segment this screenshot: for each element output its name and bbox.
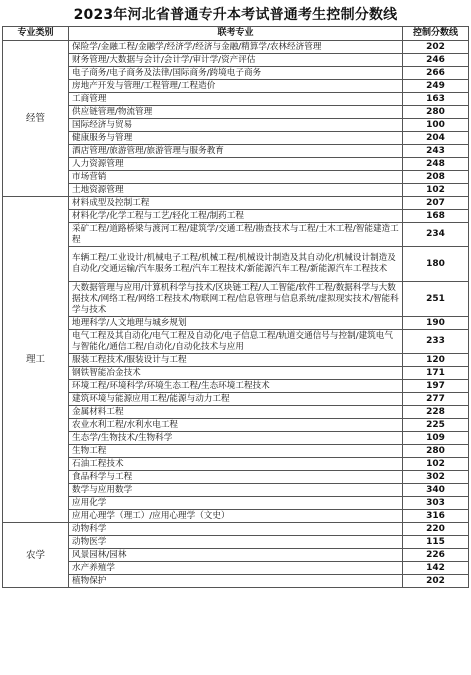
table-row <box>3 458 469 471</box>
table-row <box>3 171 469 184</box>
table-row <box>3 93 469 106</box>
major-cell: 食品科学与工程 <box>69 471 403 484</box>
major-cell: 环境工程/环境科学/环境生态工程/生态环境工程技术 <box>69 380 403 393</box>
table-row <box>3 330 469 354</box>
score-cell: 102 <box>403 458 469 471</box>
score-cell: 340 <box>403 484 469 497</box>
major-cell: 人力资源管理 <box>69 158 403 171</box>
table-row <box>3 549 469 562</box>
score-cell: 266 <box>403 67 469 80</box>
table-row <box>3 145 469 158</box>
score-cell: 102 <box>403 184 469 197</box>
major-cell: 健康服务与管理 <box>69 132 403 145</box>
score-cell: 280 <box>403 445 469 458</box>
table-row <box>3 80 469 93</box>
score-cell: 171 <box>403 367 469 380</box>
table-row <box>3 523 469 536</box>
major-cell: 国际经济与贸易 <box>69 119 403 132</box>
score-cell: 208 <box>403 171 469 184</box>
table-row <box>3 445 469 458</box>
major-cell: 动物医学 <box>69 536 403 549</box>
major-cell: 市场营销 <box>69 171 403 184</box>
major-cell: 水产养殖学 <box>69 562 403 575</box>
major-cell: 房地产开发与管理/工程管理/工程造价 <box>69 80 403 93</box>
table-row <box>3 106 469 119</box>
table-row <box>3 510 469 523</box>
table-header-row <box>3 27 469 41</box>
major-cell: 石油工程技术 <box>69 458 403 471</box>
score-cell: 234 <box>403 223 469 247</box>
score-cell: 225 <box>403 419 469 432</box>
major-cell: 应用化学 <box>69 497 403 510</box>
major-cell: 动物科学 <box>69 523 403 536</box>
table-row <box>3 132 469 145</box>
category-cell: 农学 <box>3 523 69 588</box>
score-cell: 100 <box>403 119 469 132</box>
score-cell: 233 <box>403 330 469 354</box>
score-cell: 142 <box>403 562 469 575</box>
table-row <box>3 367 469 380</box>
major-cell: 土地资源管理 <box>69 184 403 197</box>
major-cell: 生物工程 <box>69 445 403 458</box>
score-cell: 202 <box>403 41 469 54</box>
table-row <box>3 184 469 197</box>
major-cell: 财务管理/大数据与会计/会计学/审计学/资产评估 <box>69 54 403 67</box>
table-row <box>3 197 469 210</box>
score-cell: 251 <box>403 282 469 317</box>
score-cell: 226 <box>403 549 469 562</box>
table-row <box>3 54 469 67</box>
major-cell: 电气工程及其自动化/电气工程及自动化/电子信息工程/轨道交通信号与控制/建筑电气与智能化/通信工程/自动化/自动化技术与应用 <box>69 330 403 354</box>
table-row <box>3 223 469 247</box>
score-cell: 168 <box>403 210 469 223</box>
major-cell: 应用心理学（理工）/应用心理学（文史） <box>69 510 403 523</box>
table-row <box>3 536 469 549</box>
table-row <box>3 210 469 223</box>
score-cell: 248 <box>403 158 469 171</box>
category-cell: 理工 <box>3 197 69 523</box>
table-row <box>3 317 469 330</box>
score-cell: 115 <box>403 536 469 549</box>
score-cell: 302 <box>403 471 469 484</box>
score-cell: 207 <box>403 197 469 210</box>
score-cell: 190 <box>403 317 469 330</box>
table-row <box>3 575 469 588</box>
table-row <box>3 471 469 484</box>
major-cell: 大数据管理与应用/计算机科学与技术/区块链工程/人工智能/软件工程/数据科学与大数据技术/网络工程/网络工程技术/物联网工程/信息管理与信息系统/虚拟现实技术/智能科学与技术 <box>69 282 403 317</box>
table-row <box>3 354 469 367</box>
score-cell: 228 <box>403 406 469 419</box>
table-row <box>3 41 469 54</box>
table-row <box>3 282 469 317</box>
table-row <box>3 393 469 406</box>
table-row <box>3 562 469 575</box>
score-cell: 303 <box>403 497 469 510</box>
major-cell: 供应链管理/物流管理 <box>69 106 403 119</box>
table-row <box>3 419 469 432</box>
table-row <box>3 158 469 171</box>
table-body <box>3 41 469 588</box>
major-cell: 风景园林/园林 <box>69 549 403 562</box>
score-cell: 280 <box>403 106 469 119</box>
major-cell: 工商管理 <box>69 93 403 106</box>
header-category: 专业类别 <box>3 27 69 41</box>
major-cell: 服装工程技术/服装设计与工程 <box>69 354 403 367</box>
major-cell: 地理科学/人文地理与城乡规划 <box>69 317 403 330</box>
major-cell: 电子商务/电子商务及法律/国际商务/跨境电子商务 <box>69 67 403 80</box>
score-cell: 120 <box>403 354 469 367</box>
score-cell: 204 <box>403 132 469 145</box>
major-cell: 钢铁智能冶金技术 <box>69 367 403 380</box>
major-cell: 采矿工程/道路桥梁与渡河工程/建筑学/交通工程/勘查技术与工程/土木工程/智能建造工程 <box>69 223 403 247</box>
page-title: 2023年河北省普通专升本考试普通考生控制分数线 <box>73 7 398 23</box>
table-row <box>3 432 469 445</box>
major-cell: 材料化学/化学工程与工艺/轻化工程/制药工程 <box>69 210 403 223</box>
header-major: 联考专业 <box>69 27 403 41</box>
table-row <box>3 380 469 393</box>
score-cell: 316 <box>403 510 469 523</box>
major-cell: 植物保护 <box>69 575 403 588</box>
score-cell: 277 <box>403 393 469 406</box>
score-cell: 163 <box>403 93 469 106</box>
header-score: 控制分数线 <box>403 27 469 41</box>
score-cell: 249 <box>403 80 469 93</box>
major-cell: 保险学/金融工程/金融学/经济学/经济与金融/精算学/农林经济管理 <box>69 41 403 54</box>
score-cell: 243 <box>403 145 469 158</box>
table-row <box>3 406 469 419</box>
score-cell: 202 <box>403 575 469 588</box>
category-cell: 经管 <box>3 41 69 197</box>
table-row <box>3 119 469 132</box>
score-cell: 220 <box>403 523 469 536</box>
score-cell: 246 <box>403 54 469 67</box>
major-cell: 数学与应用数学 <box>69 484 403 497</box>
score-cell: 109 <box>403 432 469 445</box>
major-cell: 金属材料工程 <box>69 406 403 419</box>
major-cell: 建筑环境与能源应用工程/能源与动力工程 <box>69 393 403 406</box>
major-cell: 农业水利工程/水利水电工程 <box>69 419 403 432</box>
score-cell: 197 <box>403 380 469 393</box>
table-row <box>3 67 469 80</box>
score-table <box>2 26 469 588</box>
table-row <box>3 497 469 510</box>
table-row <box>3 484 469 497</box>
major-cell: 车辆工程/工业设计/机械电子工程/机械工程/机械设计制造及其自动化/机械设计制造及自动化/交通运输/汽车服务工程/汽车工程技术/新能源汽车工程/新能源汽车工程技术 <box>69 247 403 282</box>
major-cell: 材料成型及控制工程 <box>69 197 403 210</box>
major-cell: 酒店管理/旅游管理/旅游管理与服务教育 <box>69 145 403 158</box>
table-row <box>3 247 469 282</box>
score-cell: 180 <box>403 247 469 282</box>
major-cell: 生态学/生物技术/生物科学 <box>69 432 403 445</box>
